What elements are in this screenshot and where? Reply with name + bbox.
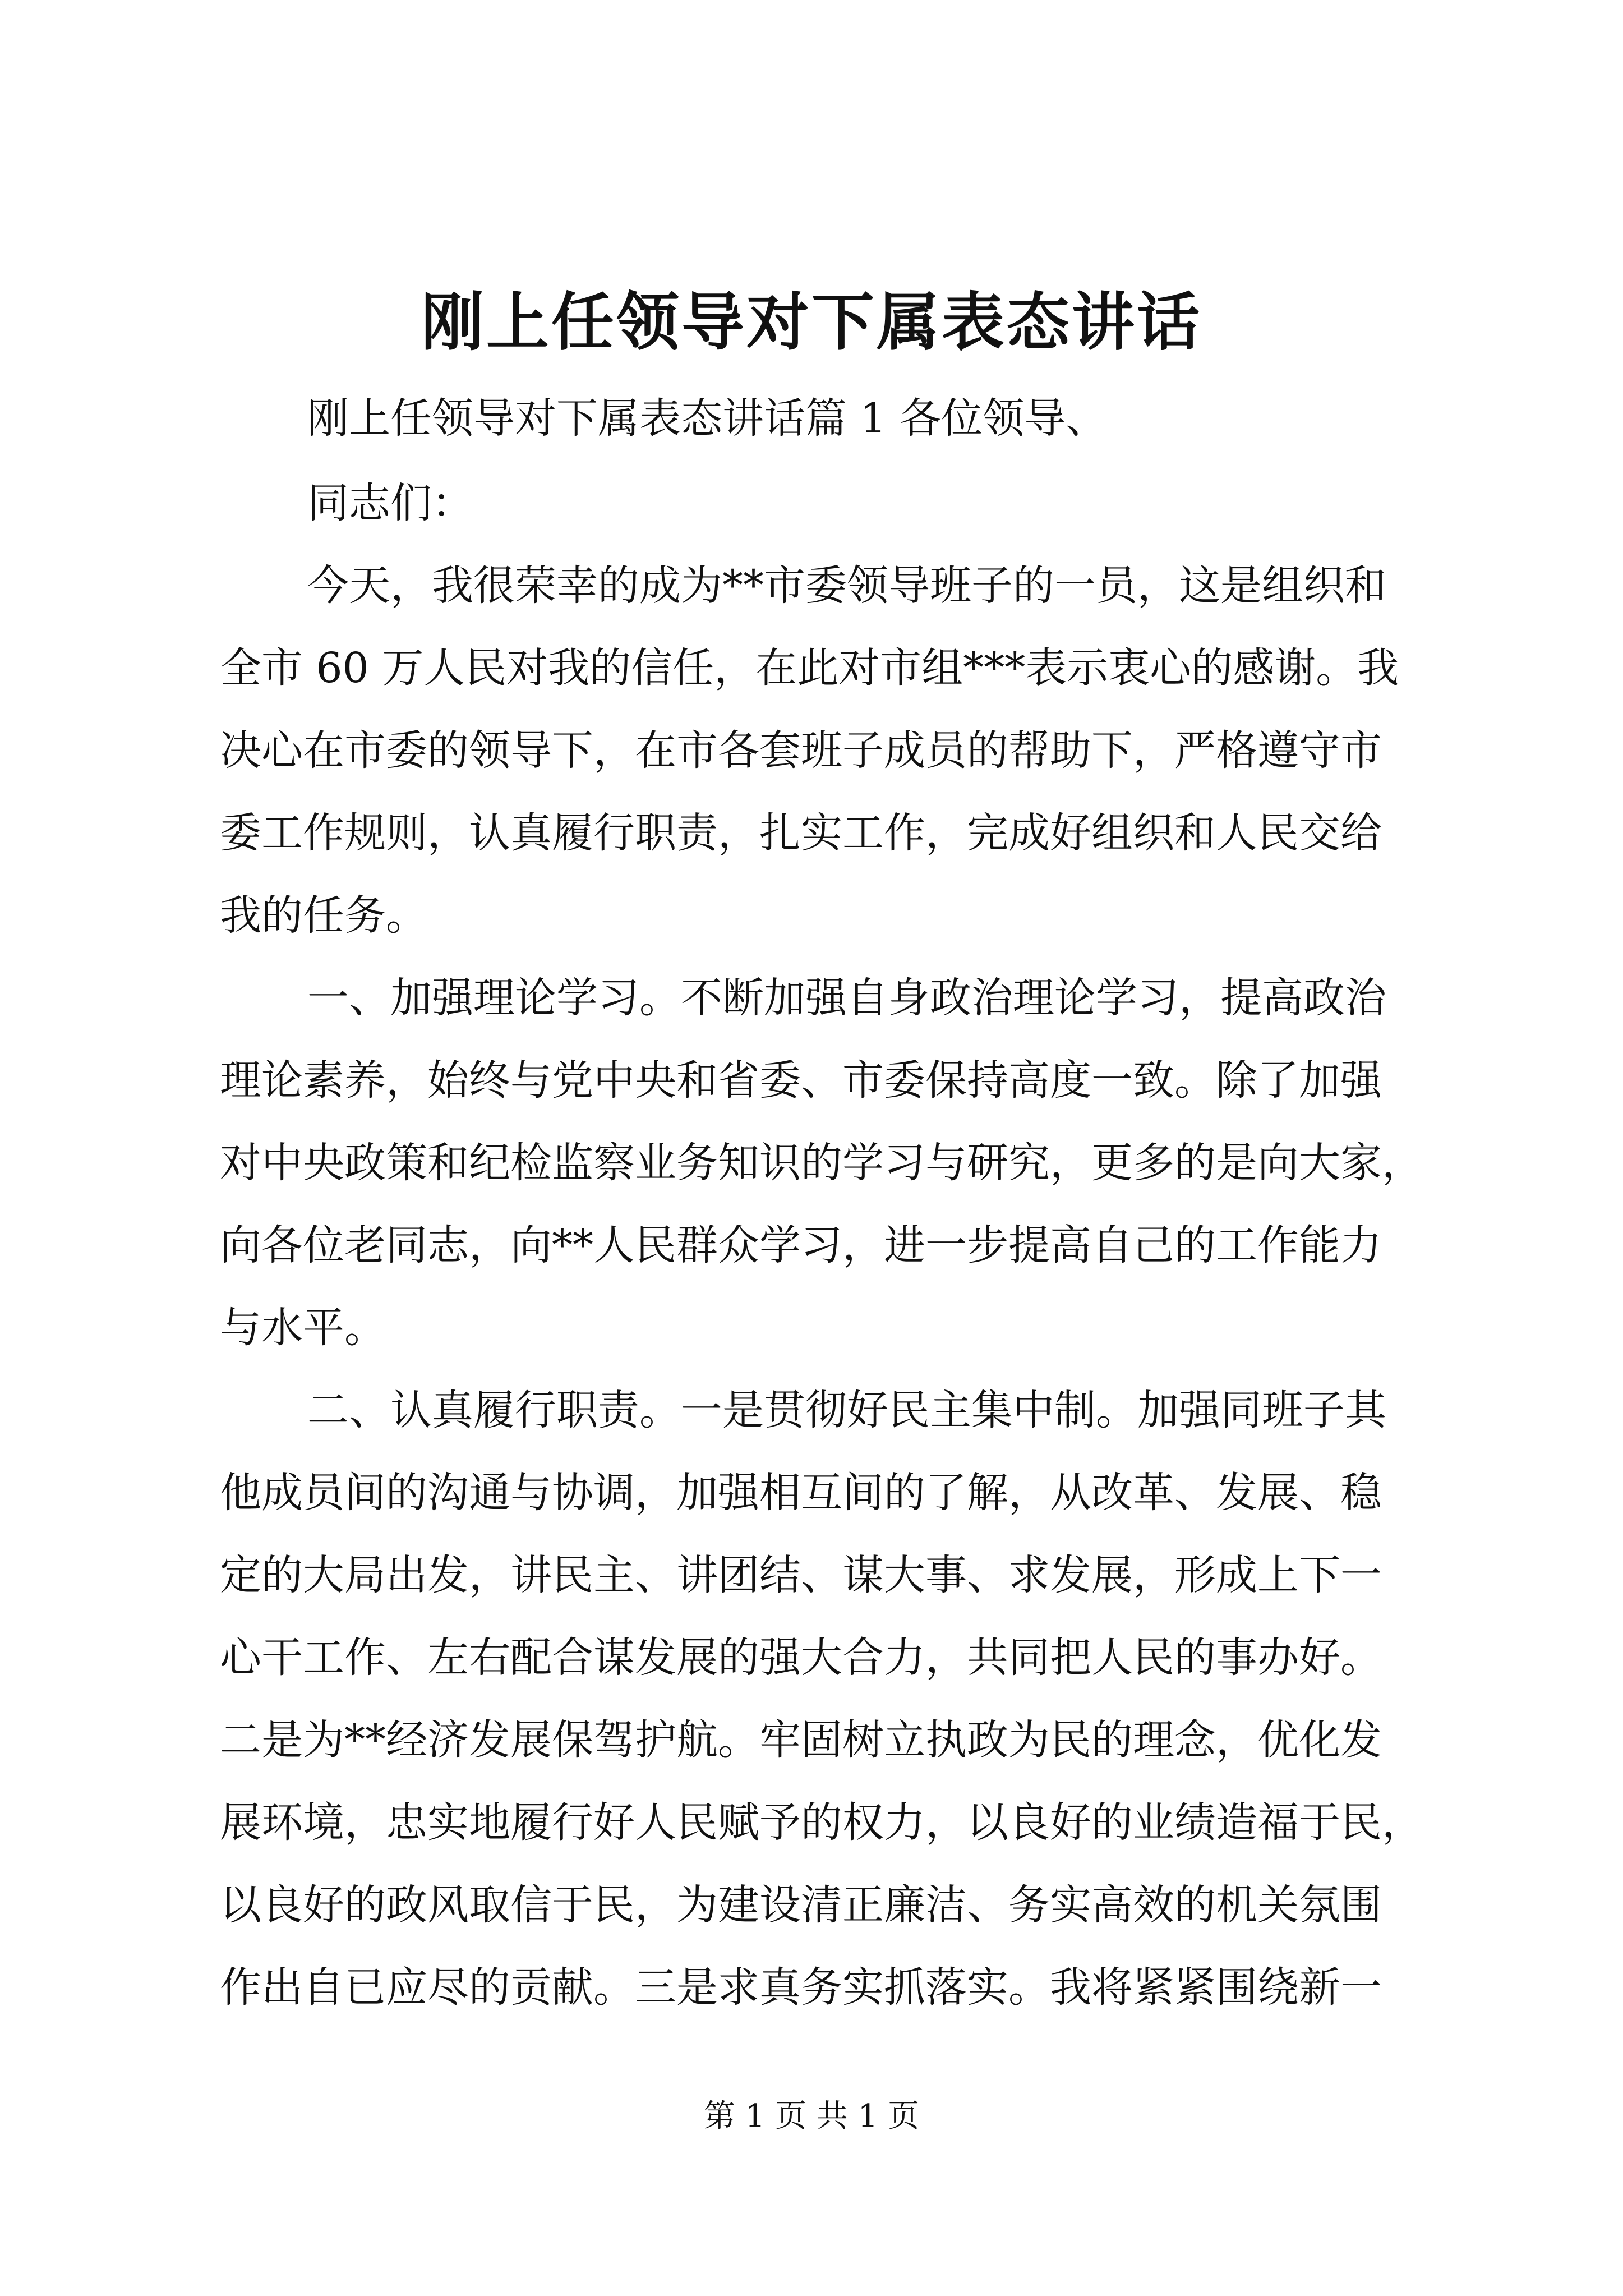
body-line-17: 二是为**经济发展保驾护航。牢固树立执政为民的理念，优化发 <box>220 1716 1382 1764</box>
body-line-19: 以良好的政风取信于民，为建设清正廉洁、务实高效的机关氛围 <box>220 1881 1382 1929</box>
body-line-16: 心干工作、左右配合谋发展的强大合力，共同把人民的事办好。 <box>220 1634 1382 1682</box>
document-title: 刚上任领导对下属表态讲话 <box>421 286 1202 359</box>
body-line-11: 向各位老同志，向**人民群众学习，进一步提高自己的工作能力 <box>220 1221 1382 1269</box>
body-line-12: 与水平。 <box>220 1304 386 1352</box>
body-line-10: 对中央政策和纪检监察业务知识的学习与研究，更多的是向大家， <box>220 1139 1423 1187</box>
body-line-14: 他成员间的沟通与协调，加强相互间的了解，从改革、发展、稳 <box>220 1469 1382 1517</box>
body-line-8: 一、加强理论学习。不断加强自身政治理论学习，提高政治 <box>307 974 1386 1022</box>
body-line-4: 全市 60 万人民对我的信任，在此对市组***表示衷心的感谢。我 <box>220 644 1399 692</box>
body-line-15: 定的大局出发，讲民主、讲团结、谋大事、求发展，形成上下一 <box>220 1551 1382 1599</box>
body-line-13: 二、认真履行职责。一是贯彻好民主集中制。加强同班子其 <box>307 1386 1386 1434</box>
body-line-20: 作出自已应尽的贡献。三是求真务实抓落实。我将紧紧围绕新一 <box>220 1963 1382 2012</box>
body-line-2: 同志们： <box>307 479 473 527</box>
body-line-1: 刚上任领导对下属表态讲话篇 1 各位领导、 <box>307 394 1108 443</box>
body-line-6: 委工作规则，认真履行职责，扎实工作，完成好组织和人民交给 <box>220 809 1382 857</box>
page-footer: 第 1 页 共 1 页 <box>703 2098 920 2134</box>
body-line-3: 今天，我很荣幸的成为**市委领导班子的一员，这是组织和 <box>307 562 1386 610</box>
body-line-7: 我的任务。 <box>220 891 427 940</box>
body-line-18: 展环境，忠实地履行好人民赋予的权力，以良好的业绩造福于民， <box>220 1798 1423 1847</box>
body-line-5: 决心在市委的领导下，在市各套班子成员的帮助下，严格遵守市 <box>220 726 1382 775</box>
body-line-9: 理论素养，始终与党中央和省委、市委保持高度一致。除了加强 <box>220 1056 1382 1105</box>
